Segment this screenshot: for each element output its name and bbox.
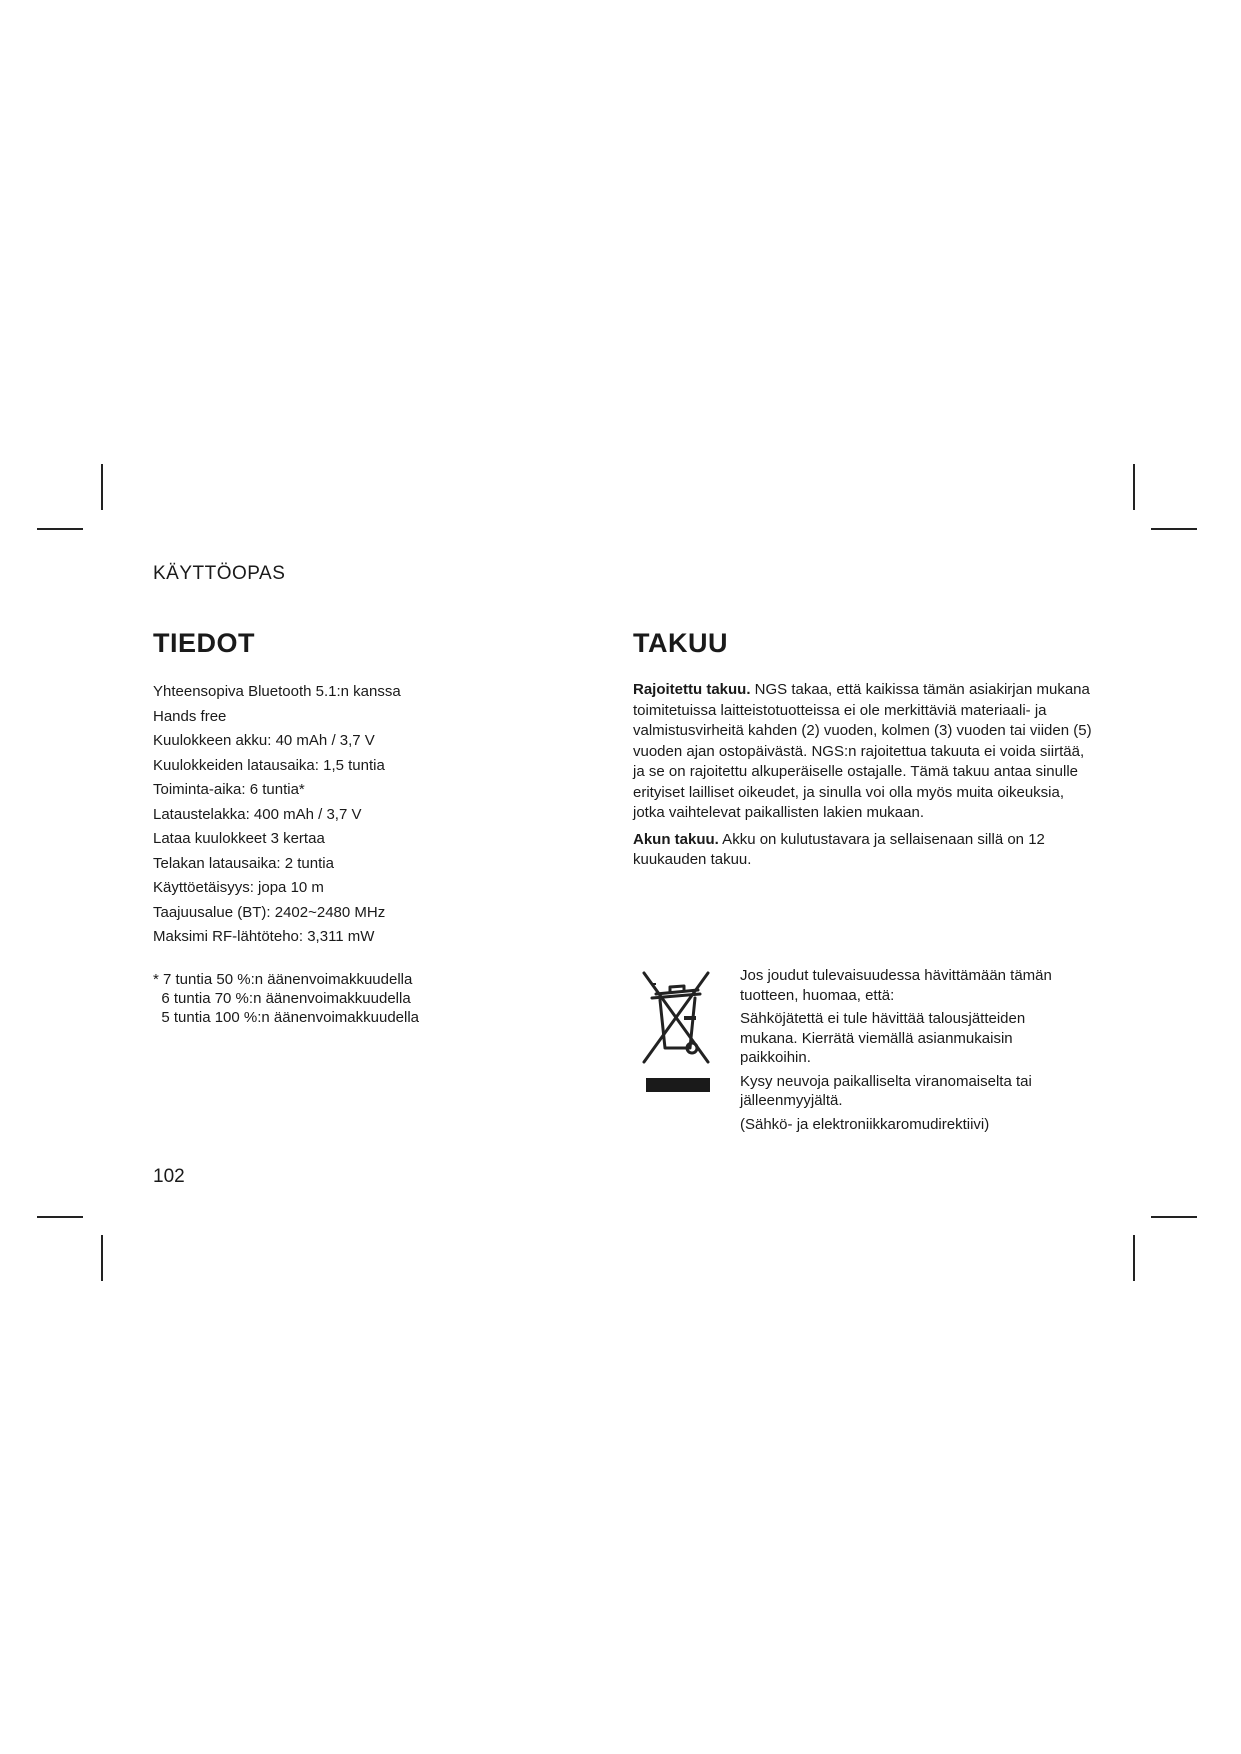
crop-mark-top-left-vertical <box>101 464 103 510</box>
spec-item: Lataa kuulokkeet 3 kertaa <box>153 830 325 847</box>
page-header: KÄYTTÖOPAS <box>153 563 286 584</box>
warranty-text <box>633 680 1093 877</box>
disposal-info <box>740 966 1085 1138</box>
footnote-line: 5 tuntia 100 %:n äänenvoimakkuudella <box>153 1009 420 1026</box>
crop-mark-bottom-left-vertical <box>101 1235 103 1281</box>
battery-warranty-body: Akku on kulutustavara ja sellaisenaan sillä on 12 kuukauden takuu. <box>633 830 1045 868</box>
crop-mark-top-left-horizontal <box>37 528 83 530</box>
footnote-line: * 7 tuntia 50 %:n äänenvoimakkuudella <box>153 971 413 988</box>
crop-mark-bottom-left-horizontal <box>37 1216 83 1218</box>
spec-item: Hands free <box>153 707 227 725</box>
spec-item: Lataustelakka: 400 mAh / 3,7 V <box>153 805 362 823</box>
spec-item: Telakan latausaika: 2 tuntia <box>153 854 334 872</box>
spec-footnotes <box>153 970 419 1027</box>
limited-warranty-body: NGS takaa, että kaikissa tämän asiakirjan mukana toimitetuissa laitteistotuotteissa ei ole merkittäviä materiaali- ja valmistusvirheitä kahden (2) vuoden, kolmen (3) vuoden tai viiden (5) vuoden ajan ostopäivästä. NGS:n rajoitettua takuuta ei voida siirtää, ja se on rajoitettu alkuperäiselle ostajalle. Tämä takuu antaa sinulle erityiset lailliset oikeudet, ja sinulla voi olla myös muita oikeuksia, jotka vaihtelevat paikallisten lakien mukaan. <box>633 681 1092 821</box>
weee-crossed-bin-icon <box>640 968 712 1098</box>
crop-mark-bottom-right-horizontal <box>1151 1216 1197 1218</box>
disposal-paragraph: Kysy neuvoja paikalliselta viranomaiselta tai jälleenmyyjältä. <box>740 1072 1032 1109</box>
disposal-paragraph: (Sähkö- ja elektroniikkaromudirektiivi) <box>740 1115 990 1133</box>
disposal-paragraph: Sähköjätettä ei tule hävittää talousjätteiden mukana. Kierrätä viemällä asianmukaisin paikkoihin. <box>740 1010 1026 1066</box>
battery-warranty-label: Akun takuu. <box>633 830 719 848</box>
crop-mark-bottom-right-vertical <box>1133 1235 1135 1281</box>
battery-warranty-paragraph <box>633 830 1093 871</box>
limited-warranty-paragraph <box>633 680 1093 824</box>
spec-item: Maksimi RF-lähtöteho: 3,311 mW <box>153 928 375 945</box>
spec-item: Toiminta-aika: 6 tuntia* <box>153 781 305 798</box>
spec-item: Yhteensopiva Bluetooth 5.1:n kanssa <box>153 683 401 700</box>
warranty-title: TAKUU <box>633 628 728 658</box>
page-number: 102 <box>153 1166 185 1187</box>
spec-list <box>153 680 401 950</box>
specs-title: TIEDOT <box>153 628 255 658</box>
spec-item: Kuulokkeen akku: 40 mAh / 3,7 V <box>153 732 375 749</box>
spec-item: Taajuusalue (BT): 2402~2480 MHz <box>153 903 386 921</box>
disposal-paragraph: Jos joudut tulevaisuudessa hävittämään tämän tuotteen, huomaa, että: <box>740 967 1052 1004</box>
spec-item: Käyttöetäisyys: jopa 10 m <box>153 879 324 896</box>
crop-mark-top-right-vertical <box>1133 464 1135 510</box>
spec-item: Kuulokkeiden latausaika: 1,5 tuntia <box>153 756 385 774</box>
footnote-line: 6 tuntia 70 %:n äänenvoimakkuudella <box>153 990 411 1007</box>
limited-warranty-label: Rajoitettu takuu. <box>633 681 751 698</box>
crop-mark-top-right-horizontal <box>1151 528 1197 530</box>
